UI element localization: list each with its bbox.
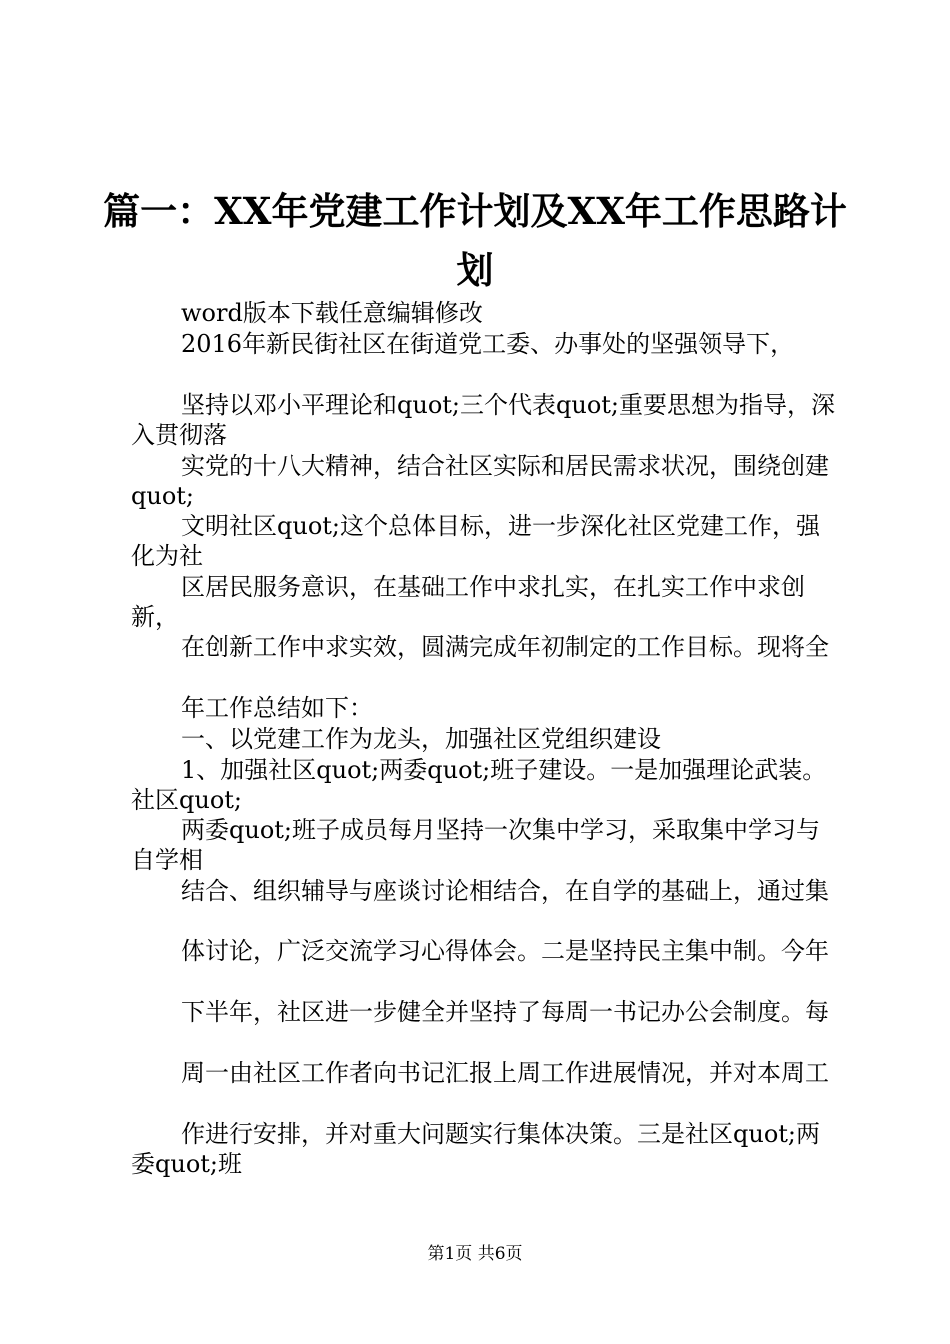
download-note: word版本下载任意编辑修改 xyxy=(181,299,483,327)
page-footer: 第1页 共6页 xyxy=(427,1244,523,1264)
paragraph: 实党的十八大精神，结合社区实际和居民需求状况，围绕创建quot; xyxy=(131,452,829,510)
section-heading: 一、以党建工作为龙头，加强社区党组织建设 xyxy=(181,725,661,753)
paragraph: 下半年，社区进一步健全并坚持了每周一书记办公会制度。每 xyxy=(181,998,829,1026)
paragraph: 在创新工作中求实效，圆满完成年初制定的工作目标。现将全 xyxy=(181,633,829,661)
paragraph: 体讨论，广泛交流学习心得体会。二是坚持民主集中制。今年 xyxy=(181,937,829,965)
document-title-line-2: 划 xyxy=(456,248,494,292)
paragraph: 结合、组织辅导与座谈讨论相结合，在自学的基础上，通过集 xyxy=(181,877,829,905)
paragraph: 作进行安排，并对重大问题实行集体决策。三是社区quot;两委quot;班 xyxy=(131,1120,820,1178)
paragraph: 年工作总结如下： xyxy=(181,694,373,722)
paragraph: 坚持以邓小平理论和quot;三个代表quot;重要思想为指导，深入贯彻落 xyxy=(131,391,835,449)
paragraph: 1、加强社区quot;两委quot;班子建设。一是加强理论武装。社区quot; xyxy=(131,756,827,814)
document-title-line-1: 篇一：XX年党建工作计划及XX年工作思路计 xyxy=(103,189,847,233)
paragraph: 周一由社区工作者向书记汇报上周工作进展情况，并对本周工 xyxy=(181,1059,829,1087)
paragraph: 两委quot;班子成员每月坚持一次集中学习，采取集中学习与自学相 xyxy=(131,816,820,874)
paragraph: 区居民服务意识，在基础工作中求扎实，在扎实工作中求创新， xyxy=(131,573,805,631)
intro-line: 2016年新民街社区在街道党工委、办事处的坚强领导下， xyxy=(181,330,795,358)
paragraph: 文明社区quot;这个总体目标，进一步深化社区党建工作，强化为社 xyxy=(131,512,820,570)
